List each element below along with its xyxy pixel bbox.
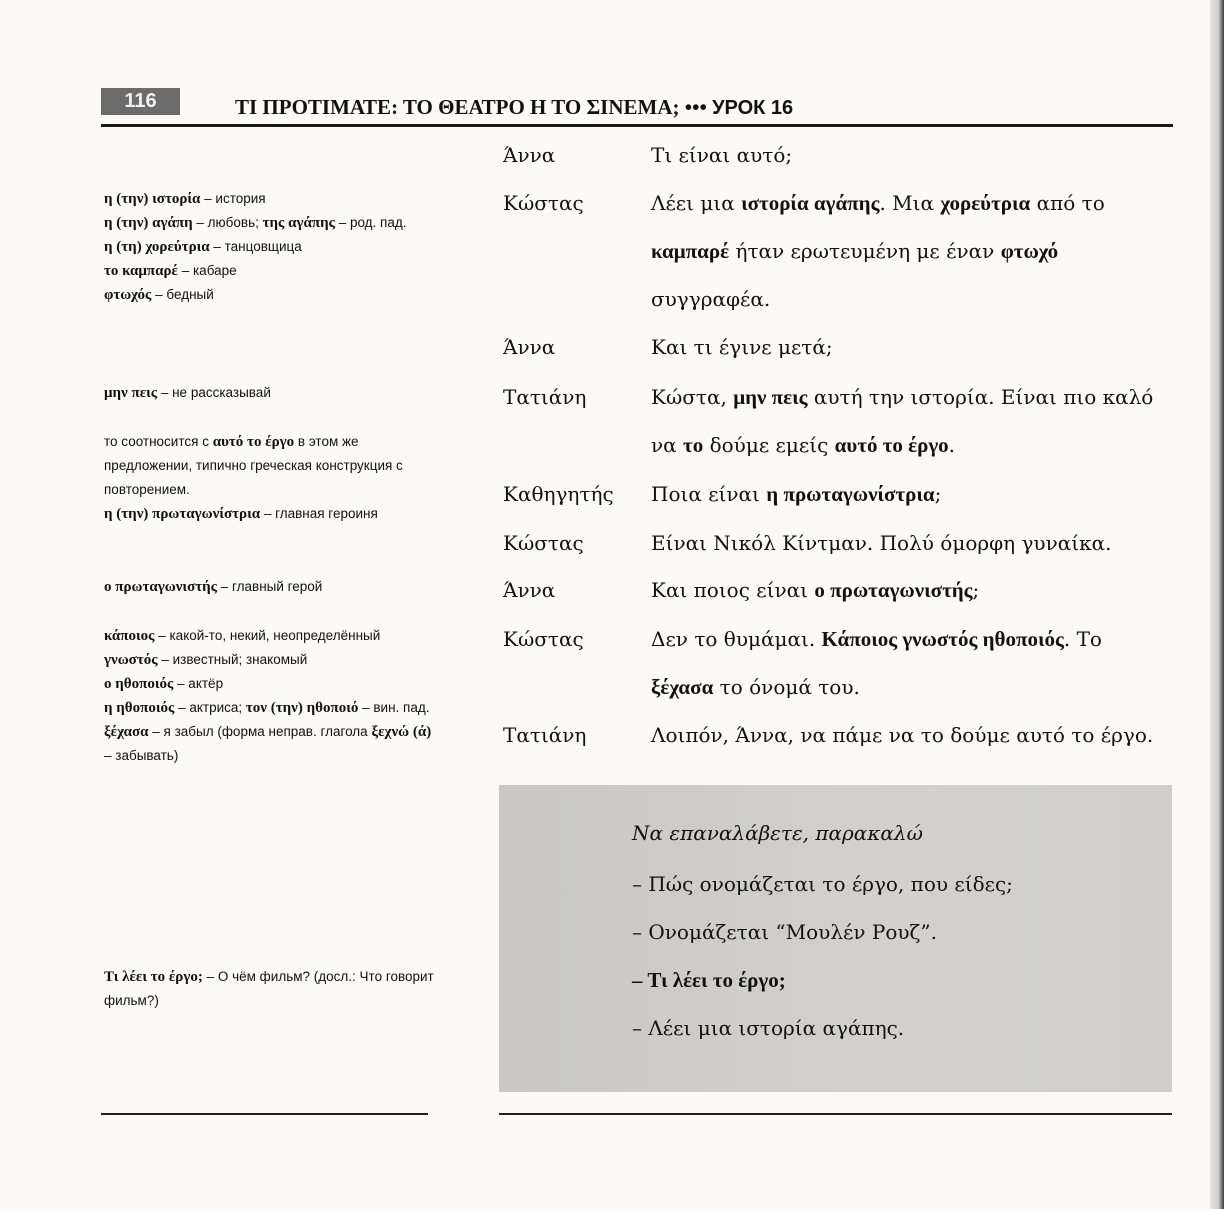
speaker-name: Άννα <box>503 578 556 602</box>
utterance: Και τι έγινε μετά; <box>651 335 833 359</box>
speaker-name: Κώστας <box>503 627 584 651</box>
title-separator: ••• <box>684 95 707 119</box>
utterance: Και ποιος είναι ο πρωταγωνιστής; <box>651 578 980 602</box>
practice-box <box>499 785 1172 1092</box>
practice-line: – Πώς ονομάζεται το έργο, που είδες; <box>632 872 1013 896</box>
practice-line: – Λέει μια ιστορία αγάπης. <box>632 1016 905 1040</box>
speaker-name: Τατιάνη <box>503 385 587 409</box>
lesson-label: УРОК 16 <box>712 97 794 119</box>
header-rule <box>101 124 1173 127</box>
speaker-name: Κώστας <box>503 531 584 555</box>
running-title <box>235 94 793 121</box>
utterance: Είναι Νικόλ Κίντμαν. Πολύ όμορφη γυναίκα. <box>651 531 1112 555</box>
page-binding-edge <box>1210 0 1224 1209</box>
footer-rule-right <box>499 1113 1172 1115</box>
speaker-name: Άννα <box>503 143 556 167</box>
practice-line: – Ονομάζεται “Μουλέν Ρουζ”. <box>632 920 937 944</box>
speaker-name: Καθηγητής <box>503 482 614 506</box>
utterance: Τι είναι αυτό; <box>651 143 793 167</box>
utterance: Δεν το θυμάμαι. Κάποιος γνωστός ηθοποιός. Το ξέχασα το όνομά του. <box>651 627 1102 699</box>
utterance: Λοιπόν, Άννα, να πάμε να το δούμε αυτό το έργο. <box>651 723 1154 747</box>
chapter-title: ΤΙ ΠΡΟΤΙΜΑΤΕ: ΤΟ ΘΕΑΤΡΟ Η ΤΟ ΣΙΝΕΜΑ; <box>235 95 680 119</box>
utterance: Λέει μια ιστορία αγάπης. Μια χορεύτρια από το καμπαρέ ήταν ερωτευμένη με έναν φτωχό συγγραφέα. <box>651 191 1105 311</box>
footer-rule-left <box>101 1113 428 1115</box>
vocab-note: то соотносится с αυτό το έργο в этом же предложении, типично греческая конструкция с повторением. η (την) πρωταγωνίστρια – главная героиня <box>104 434 403 522</box>
vocab-note: ο πρωταγωνιστής – главный герой <box>104 579 323 595</box>
speaker-name: Τατιάνη <box>503 723 587 747</box>
vocab-note: Τι λέει το έργο; – О чём фильм? (досл.: Что говорит фильм?) <box>104 969 434 1008</box>
vocab-note: η (την) ιστορία – история η (την) αγάπη – любовь; της αγάπης – род. пад. η (τη) χορεύτρια – танцовщица το καμπαρέ – кабаре φτωχός – бедный <box>104 191 407 303</box>
practice-line: – Τι λέει το έργο; <box>632 968 786 992</box>
vocab-note: μην πεις – не рассказывай <box>104 385 271 401</box>
page-number: 116 <box>101 88 180 115</box>
utterance: Ποια είναι η πρωταγωνίστρια; <box>651 482 942 506</box>
practice-heading: Να επαναλάβετε, παρακαλώ <box>632 821 923 845</box>
utterance: Κώστα, μην πεις αυτή την ιστορία. Είναι πιο καλό να το δούμε εμείς αυτό το έργο. <box>651 385 1154 457</box>
speaker-name: Κώστας <box>503 191 584 215</box>
speaker-name: Άννα <box>503 335 556 359</box>
vocab-note: κάποιος – какой-то, некий, неопределённый γνωστός – известный; знакомый ο ηθοποιός – актёр η ηθοποιός – актриса; τον (την) ηθοποιό – вин. пад. ξέχασα – я забыл (форма неправ. глагола ξεχνώ (ά) – забывать) <box>104 628 432 763</box>
